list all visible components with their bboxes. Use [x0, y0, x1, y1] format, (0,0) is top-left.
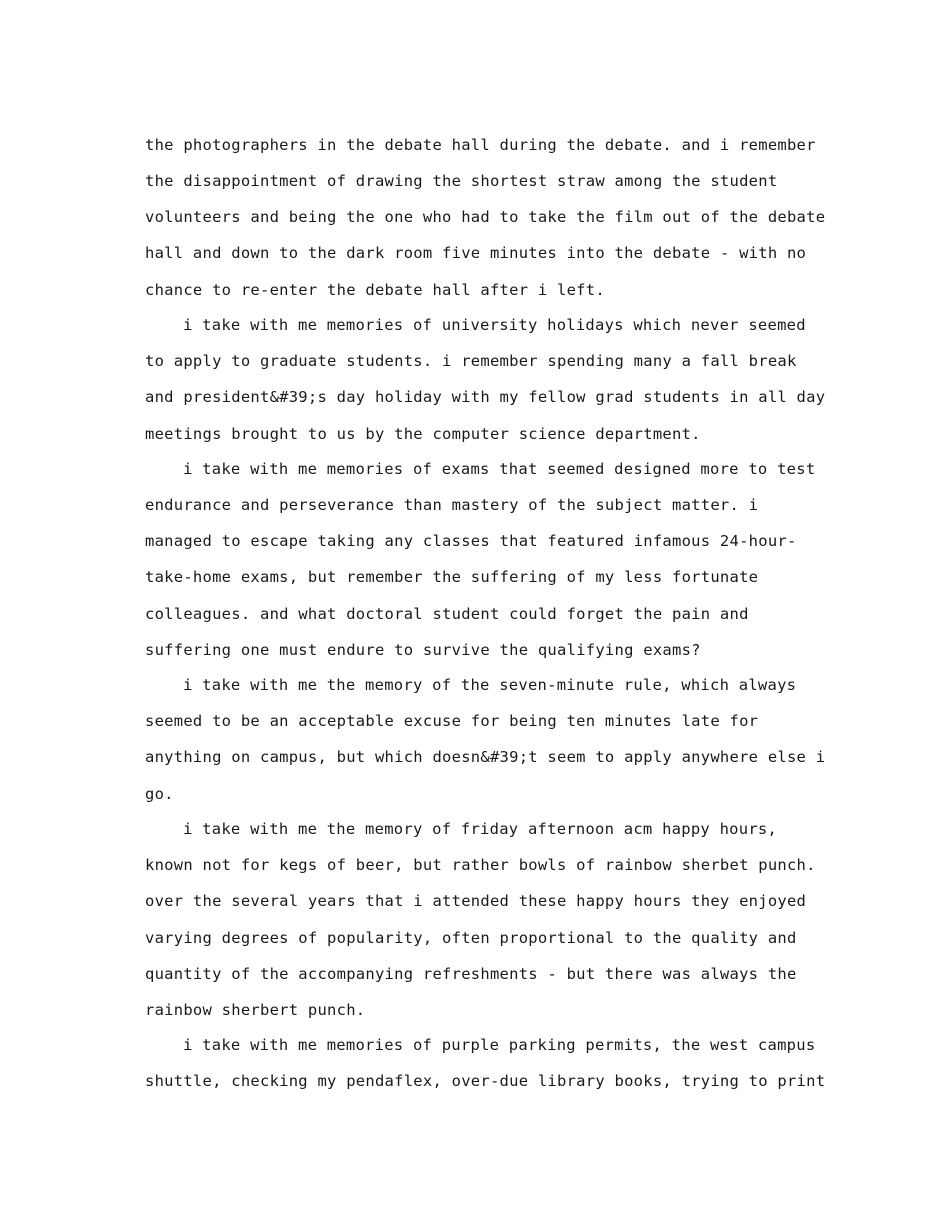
- text-line: suffering one must endure to survive the qualifying exams?: [145, 641, 701, 659]
- text-line: shuttle, checking my pendaflex, over-due library books, trying to print: [145, 1072, 826, 1090]
- text-line: i take with me memories of purple parking permits, the west campus: [183, 1036, 816, 1054]
- text-line: over the several years that i attended these happy hours they enjoyed: [145, 892, 807, 910]
- text-line: endurance and perseverance than mastery of the subject matter. i: [145, 496, 759, 514]
- text-line: i take with me the memory of the seven-minute rule, which always: [183, 676, 797, 694]
- text-line: known not for kegs of beer, but rather bowls of rainbow sherbet punch.: [145, 856, 816, 874]
- text-line: seemed to be an acceptable excuse for being ten minutes late for: [145, 712, 759, 730]
- text-line: i take with me memories of exams that seemed designed more to test: [183, 460, 816, 478]
- text-line: take-home exams, but remember the suffering of my less fortunate: [145, 568, 759, 586]
- text-line: meetings brought to us by the computer science department.: [145, 425, 701, 443]
- text-line: colleagues. and what doctoral student could forget the pain and: [145, 605, 749, 623]
- text-line: volunteers and being the one who had to take the film out of the debate: [145, 208, 826, 226]
- text-line: i take with me memories of university holidays which never seemed: [183, 316, 806, 334]
- text-line: to apply to graduate students. i remember spending many a fall break: [145, 352, 797, 370]
- text-line: and president&#39;s day holiday with my fellow grad students in all day: [145, 388, 826, 406]
- text-line: quantity of the accompanying refreshments - but there was always the: [145, 965, 797, 983]
- text-line: i take with me the memory of friday afternoon acm happy hours,: [183, 820, 778, 838]
- text-line: hall and down to the dark room five minutes into the debate - with no: [145, 244, 807, 262]
- text-line: go.: [145, 785, 174, 803]
- text-line: varying degrees of popularity, often proportional to the quality and: [145, 929, 797, 947]
- text-line: the disappointment of drawing the shortest straw among the student: [145, 172, 778, 190]
- text-line: the photographers in the debate hall during the debate. and i remember: [145, 136, 816, 154]
- text-line: chance to re-enter the debate hall after i left.: [145, 281, 605, 299]
- text-line: rainbow sherbert punch.: [145, 1001, 366, 1019]
- text-line: anything on campus, but which doesn&#39;t seem to apply anywhere else i: [145, 748, 826, 766]
- text-line: managed to escape taking any classes that featured infamous 24-hour-: [145, 532, 797, 550]
